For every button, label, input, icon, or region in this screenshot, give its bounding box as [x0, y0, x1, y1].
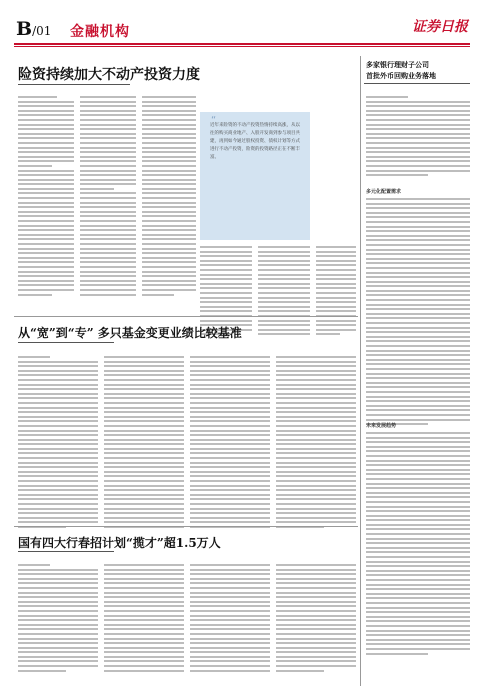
bottom-column-1	[18, 564, 98, 674]
section-code: B/01	[16, 18, 52, 40]
middle-column-3	[190, 356, 270, 531]
section-divider-1	[14, 316, 358, 317]
lead-column-3	[142, 96, 196, 298]
section-divider-2	[14, 526, 358, 527]
bottom-column-3	[190, 564, 270, 674]
bottom-column-4	[276, 564, 356, 674]
bottom-column-2	[104, 564, 184, 674]
sidebar-title-line-2: 首批外币回购业务落地	[366, 71, 436, 80]
bottom-article-title: 国有四大行春招计划“揽才”超1.5万人	[18, 536, 221, 550]
lead-column-5	[258, 246, 310, 338]
page-header	[0, 0, 484, 44]
header-rule	[14, 43, 470, 45]
sidebar-title-rule	[364, 83, 470, 84]
lead-column-6	[316, 246, 356, 338]
middle-article-title: 从“宽”到“专” 多只基金变更业绩比较基准	[18, 326, 242, 340]
lead-title-rule	[18, 84, 130, 85]
newspaper-logo: 证券日报	[412, 19, 468, 35]
middle-title-rule	[18, 342, 114, 343]
middle-column-2	[104, 356, 184, 531]
sidebar-subhead-1: 多元化配置需求	[366, 189, 402, 195]
quote-mark-icon: “	[211, 115, 217, 126]
sidebar-body-bottom	[366, 432, 470, 657]
bottom-title-rule	[18, 551, 114, 552]
sidebar-body-top	[366, 96, 470, 179]
lead-column-2	[80, 96, 136, 298]
sidebar-subhead-2: 未来发展趋势	[366, 423, 397, 429]
sidebar-title-line-1: 多家银行理财子公司	[366, 60, 429, 69]
pull-quote-text: 近年来险资的不动产投资热情持续高涨，从以往的购买商业地产、入股开发商到参与项目共建，再到如今通过股权投资、债权计划等方式进行不动产投资，险资的投资路径正在不断丰富。	[210, 123, 300, 160]
lead-column-1	[18, 96, 74, 298]
middle-column-1	[18, 356, 98, 531]
sidebar-body-mid	[366, 198, 470, 428]
pull-quote-box	[200, 112, 310, 240]
section-name: 金融机构	[70, 24, 130, 40]
column-divider	[360, 56, 361, 686]
middle-column-4	[276, 356, 356, 531]
header-rule-thin	[14, 46, 470, 47]
lead-article-title: 险资持续加大不动产投资力度	[18, 67, 200, 83]
